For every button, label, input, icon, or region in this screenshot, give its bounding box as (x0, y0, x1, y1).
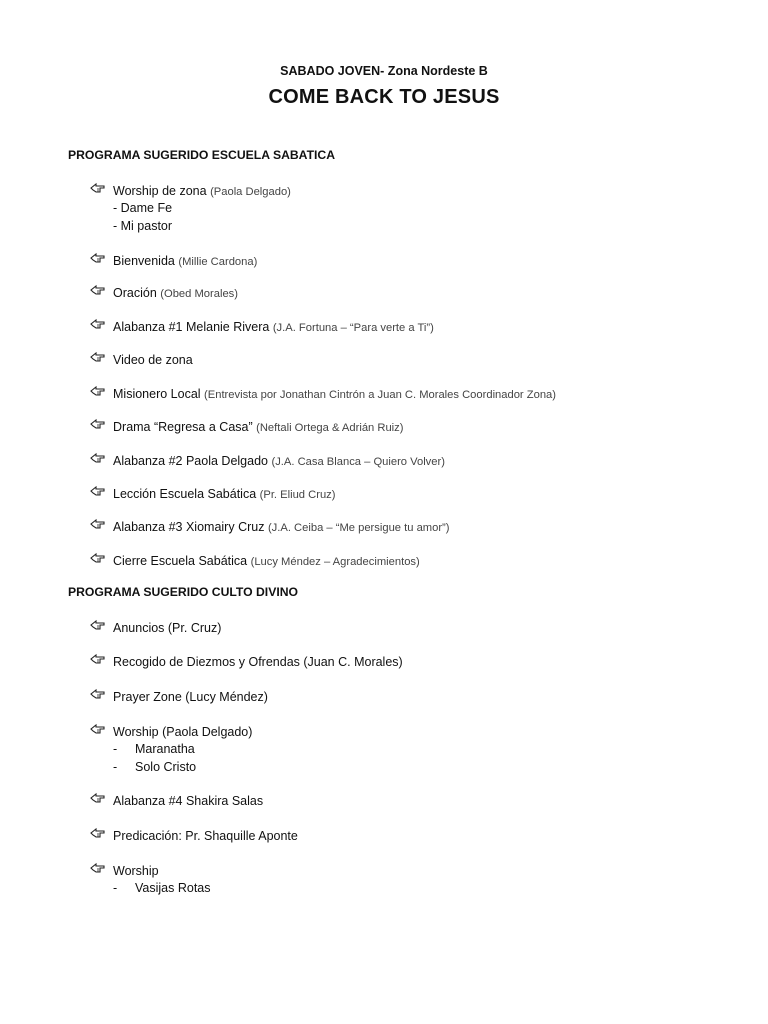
pointing-hand-icon (90, 385, 108, 397)
section-heading-culto-divino: PROGRAMA SUGERIDO CULTO DIVINO (68, 585, 298, 599)
pointing-hand-icon (90, 452, 108, 464)
pointing-hand-icon (90, 182, 108, 194)
item-note: (J.A. Casa Blanca – Quiero Volver) (271, 456, 445, 468)
item-label: Worship de zona (113, 184, 207, 198)
pointing-hand-icon (90, 792, 108, 804)
item-note: (Millie Cardona) (178, 256, 258, 268)
pointing-hand-icon (90, 518, 108, 530)
item-label: Worship (Paola Delgado) (113, 725, 253, 739)
item-label: Alabanza #2 Paola Delgado (113, 454, 268, 468)
item-note: (Neftali Ortega & Adrián Ruiz) (256, 422, 404, 434)
item-note: (J.A. Fortuna – “Para verte a Ti”) (272, 322, 434, 334)
sub-item: - Dame Fe (113, 201, 173, 215)
item-note: (Pr. Eliud Cruz) (259, 489, 336, 501)
item-label: Predicación: Pr. Shaquille Aponte (113, 829, 298, 843)
pointing-hand-icon (90, 485, 108, 497)
pointing-hand-icon (90, 318, 108, 330)
section-heading-escuela-sabatica: PROGRAMA SUGERIDO ESCUELA SABATICA (68, 148, 336, 162)
pointing-hand-icon (90, 284, 108, 296)
item-label: Oración (113, 286, 157, 300)
pointing-hand-icon (90, 252, 108, 264)
pointing-hand-icon (90, 827, 108, 839)
item-label: Drama “Regresa a Casa” (113, 420, 253, 434)
pointing-hand-icon (90, 723, 108, 735)
item-label: Cierre Escuela Sabática (113, 554, 248, 568)
pointing-hand-icon (90, 351, 108, 363)
item-label: Alabanza #3 Xiomairy Cruz (113, 520, 265, 534)
item-label: Bienvenida (113, 254, 175, 268)
pointing-hand-icon (90, 552, 108, 564)
item-label: Alabanza #4 Shakira Salas (113, 794, 264, 808)
item-label: Anuncios (Pr. Cruz) (113, 621, 222, 635)
item-label: Recogido de Diezmos y Ofrendas (Juan C. Morales) (113, 655, 403, 669)
item-label: Prayer Zone (Lucy Méndez) (113, 690, 268, 704)
pointing-hand-icon (90, 688, 108, 700)
pointing-hand-icon (90, 619, 108, 631)
pointing-hand-icon (90, 653, 108, 665)
document-page: SABADO JOVEN- Zona Nordeste B COME BACK TO JESUS PROGRAMA SUGERIDO ESCUELA SABATICA Worship de zona (Paola Delgado) - Dame Fe - Mi pastor Bienvenida (Millie Cardona) Oración (Obed Morales) Alabanza #1 Melanie Rivera (J.A. Fortuna – “Para verte a Ti”) Video de zona Misionero Local (Entrevista por Jonathan Cintrón a Juan C. Morales Coordinador Zona) Drama “Regresa a Casa” (Neftali Ortega & Adrián Ruiz) Alabanza #2 Paola Delgado (J.A. Casa Blanca – Quiero Volver) Lección Escuela Sabática (Pr. Eliud Cruz) Alabanza #3 Xiomairy Cruz (J.A. Ceiba – “Me persigue tu amor”) Cierre Escuela Sabática (Lucy Méndez – Agradecimientos) PROGRAMA SUGERIDO CULTO DIVINO Anuncios (Pr. Cruz) Recogido de Diezmos y Ofrendas (Juan C. Morales) Prayer Zone (Lucy Méndez) Worship (Paola Delgado) - Maranatha - Solo Cristo Alabanza #4 Shakira Salas Predicación: Pr. Shaquille Aponte Worship - Vasijas Rotas (0, 0, 768, 1024)
item-note: (Paola Delgado) (210, 186, 291, 198)
document-title: COME BACK TO JESUS (268, 86, 500, 108)
item-label: Alabanza #1 Melanie Rivera (113, 320, 270, 334)
pointing-hand-icon (90, 862, 108, 874)
item-note: (Obed Morales) (160, 288, 238, 300)
item-note: (Entrevista por Jonathan Cintrón a Juan C. Morales Coordinador Zona) (204, 389, 556, 401)
document-subtitle: SABADO JOVEN- Zona Nordeste B (280, 64, 488, 78)
item-note: (J.A. Ceiba – “Me persigue tu amor”) (267, 522, 450, 534)
item-label: Video de zona (113, 353, 193, 367)
pointing-hand-icon (90, 418, 108, 430)
item-label: Lección Escuela Sabática (113, 487, 257, 501)
item-label: Worship (113, 864, 159, 878)
item-label: Misionero Local (113, 387, 201, 401)
sub-item: - Mi pastor (113, 219, 173, 233)
item-note: (Lucy Méndez – Agradecimientos) (250, 556, 420, 568)
